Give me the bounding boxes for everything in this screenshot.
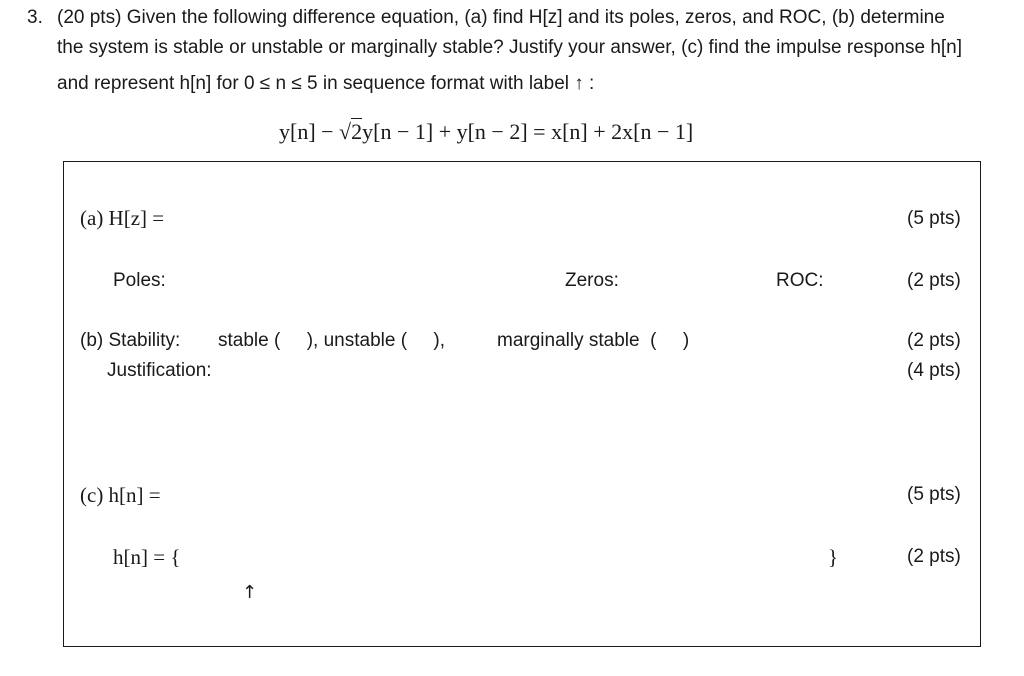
justification-points: (4 pts) <box>907 360 961 381</box>
stability-options: stable ( ), unstable ( ), <box>218 330 446 351</box>
part-a-label: (a) H[z] = <box>80 206 165 230</box>
roc-label: ROC: <box>776 270 824 291</box>
question-line-2: the system is stable or unstable or marginally stable? Justify your answer, (c) find the impulse response h[n] <box>57 37 963 58</box>
part-c-label: (c) h[n] = <box>80 483 161 507</box>
sequence-open: h[n] = { <box>113 545 181 569</box>
question-line-1: (20 pts) Given the following difference equation, (a) find H[z] and its poles, zeros, and ROC, (b) determine <box>57 7 945 28</box>
sequence-close: } <box>828 545 839 569</box>
difference-equation <box>279 119 693 145</box>
equation-sqrt-arg: 2 <box>351 119 363 144</box>
answer-box <box>63 161 981 647</box>
justification-label: Justification: <box>107 360 212 381</box>
zeros-label: Zeros: <box>565 270 619 291</box>
part-c-points: (5 pts) <box>907 484 961 505</box>
equation-part-2: y[n − 1] + y[n − 2] = x[n] + 2x[n − 1] <box>362 119 694 144</box>
part-b-label: (b) Stability: <box>80 330 181 351</box>
sequence-points: (2 pts) <box>907 546 961 567</box>
part-a-points: (5 pts) <box>907 208 961 229</box>
question-line-3: and represent h[n] for 0 ≤ n ≤ 5 in sequence format with label ↑ : <box>57 73 595 94</box>
marginally-stable-option: marginally stable ( ) <box>497 330 690 351</box>
equation-part-1: y[n] − √ <box>279 119 352 144</box>
poles-zeros-points: (2 pts) <box>907 270 961 291</box>
question-number: 3. <box>27 7 43 28</box>
stability-points: (2 pts) <box>907 330 961 351</box>
up-arrow-icon: ↑ <box>242 582 258 603</box>
poles-label: Poles: <box>113 270 166 291</box>
